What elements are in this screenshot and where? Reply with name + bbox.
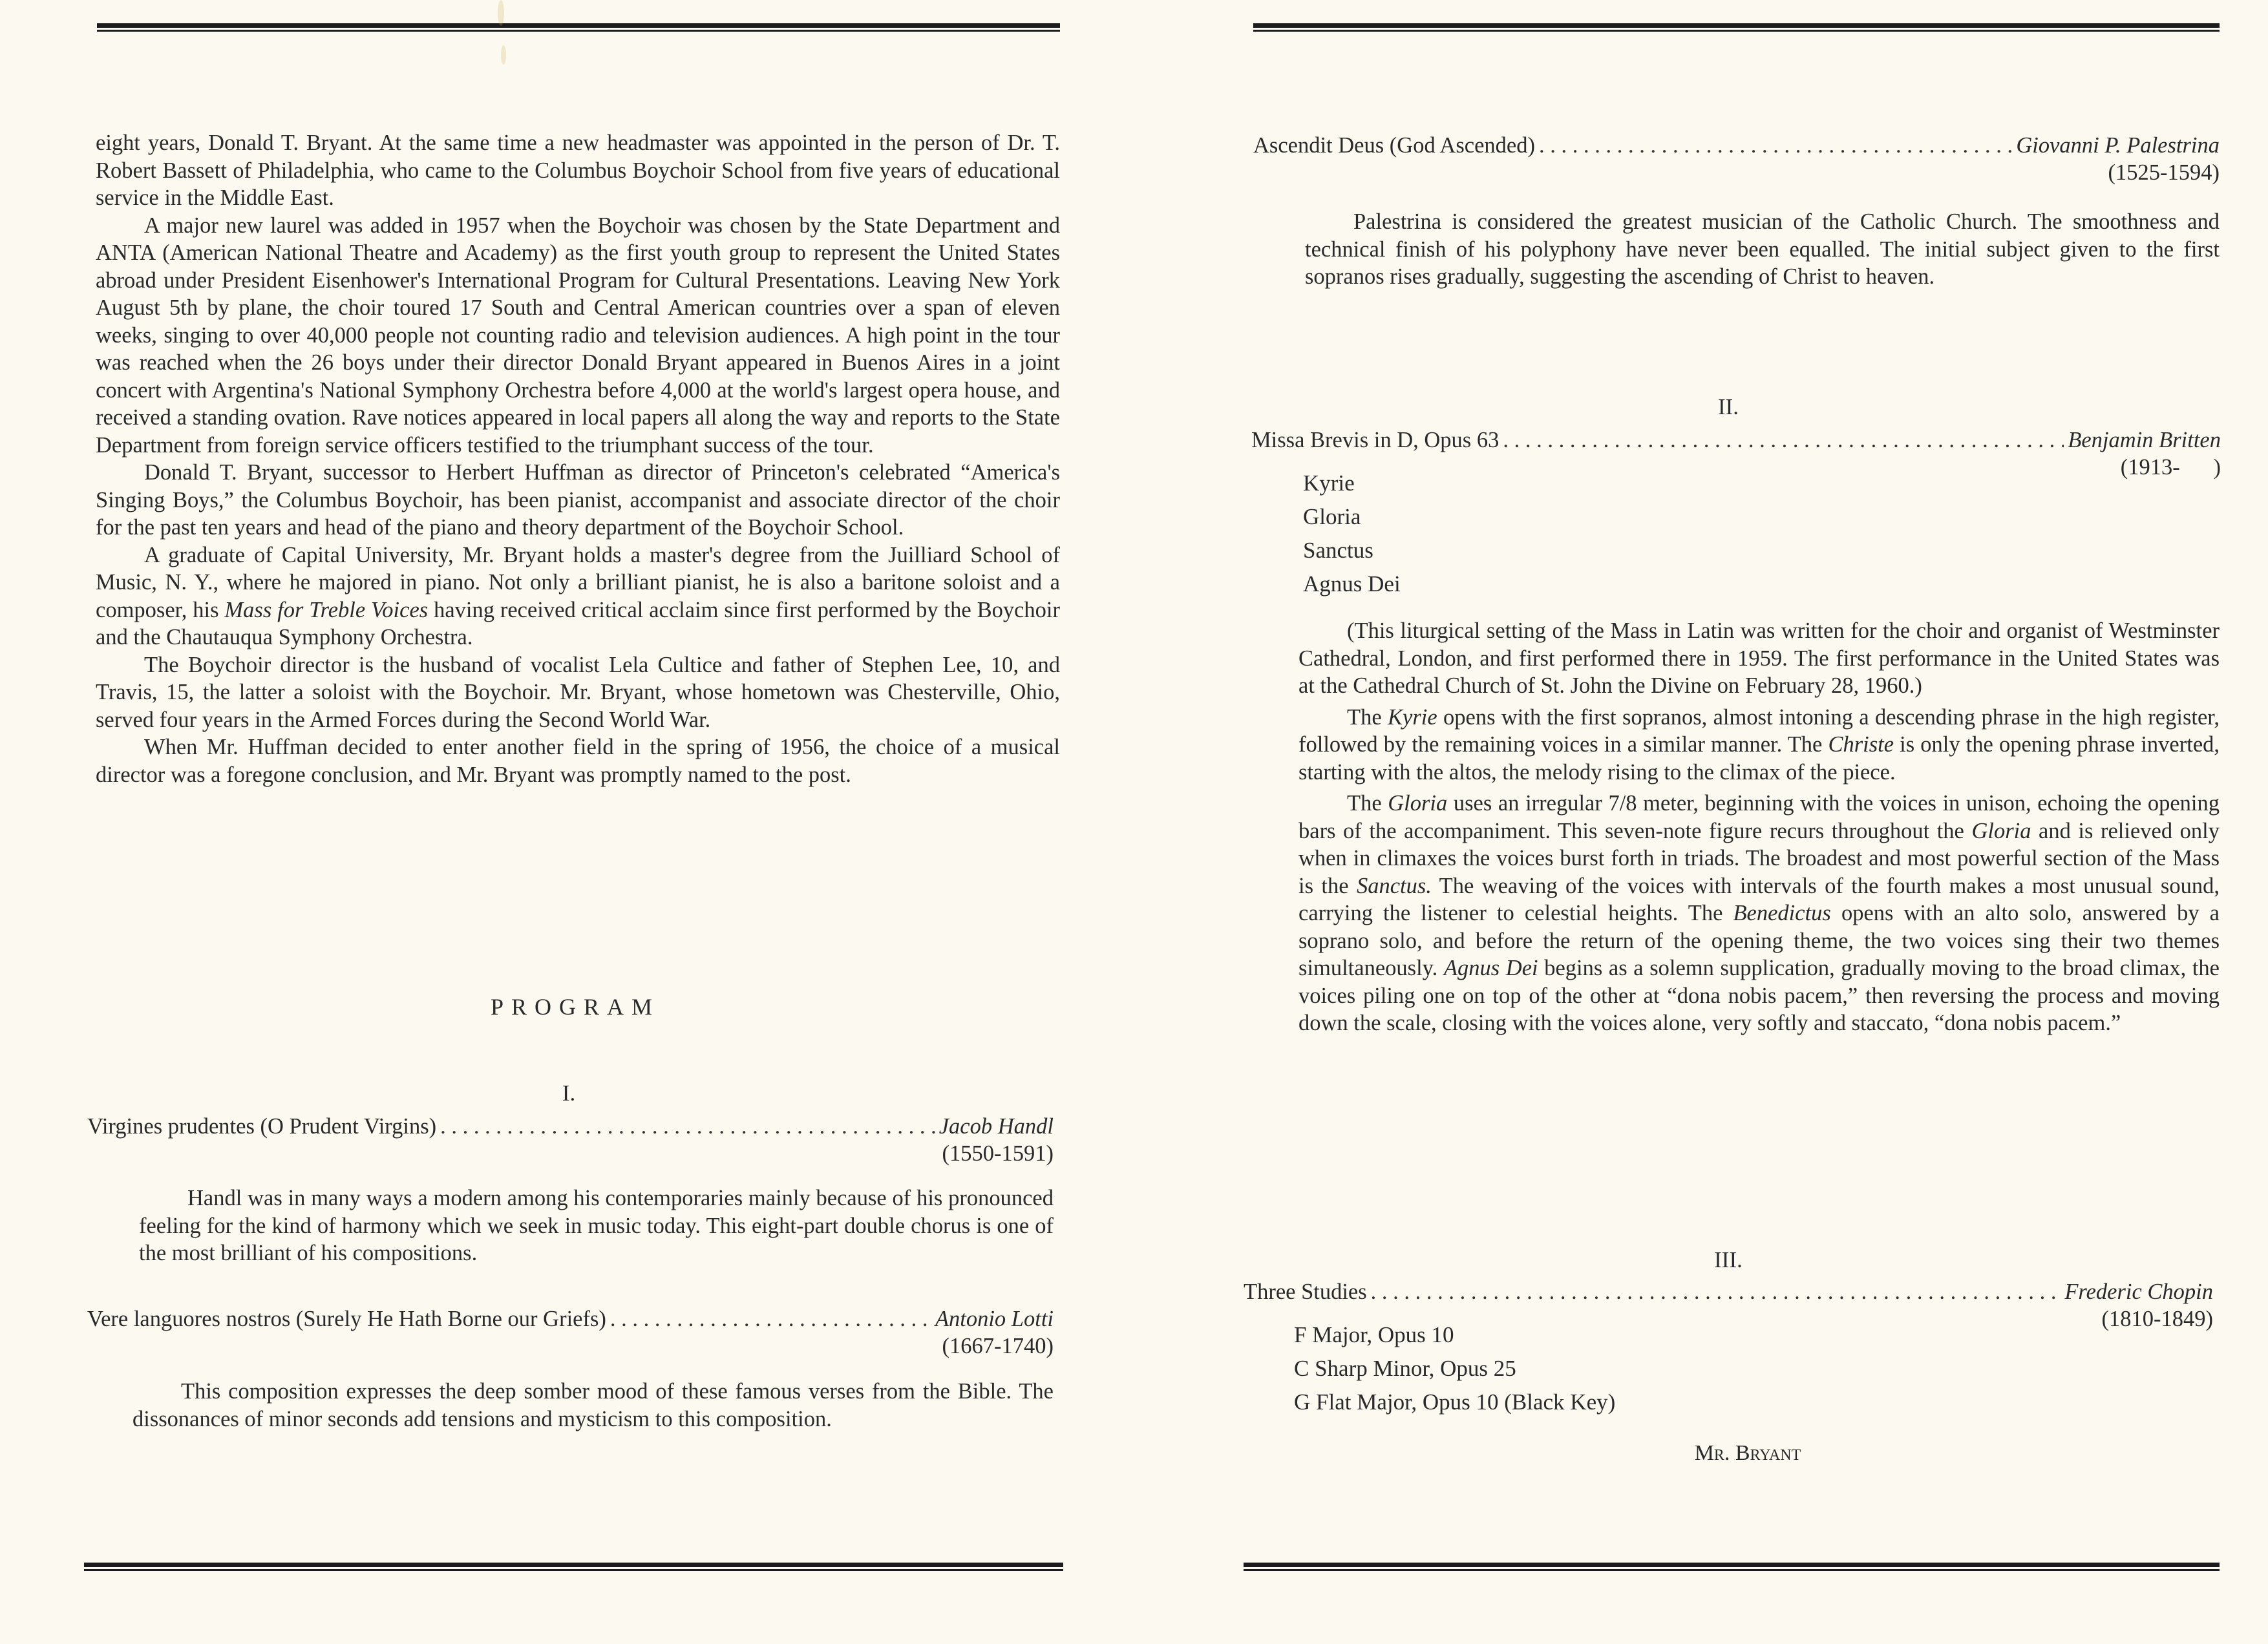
- note-text: uses an irregular 7/8 meter, beginning with the voices in unison, echoing the opening bars of the accompaniment. This seven-note figure recurs throughout the: [1298, 791, 2220, 843]
- bio-paragraph: eight years, Donald T. Bryant. At the same time a new headmaster was appointed in the person of Dr. T. Robert Bassett of Philadelphia, who came to the Columbus Boychoir School from five years of educational service in the Middle East.: [96, 131, 1060, 210]
- note-text: opens with an alto solo, answered by a soprano solo, and before the return of the opening theme, the two voices sing their two themes simultaneously.: [1298, 901, 2220, 980]
- section-number: I.: [562, 1080, 576, 1106]
- dot-leader: [440, 1113, 935, 1140]
- note-emphasis: Gloria: [1971, 818, 2031, 843]
- dot-leader: [1539, 132, 2012, 159]
- program-note: [139, 1185, 1054, 1267]
- composer-dates: (1913- ): [2120, 455, 2221, 480]
- note-text: and is relieved only when in climaxes the voices burst forth in triads. The broadest and most powerful section of the Mass is the: [1298, 818, 2220, 898]
- note-text: The weaving of the voices with intervals of the fourth makes a most unusual sound, carrying the listener to celestial heights. The: [1298, 873, 2220, 925]
- piece-title: Ascendit Deus (God Ascended): [1253, 133, 1535, 158]
- bio-text: A graduate of Capital University, Mr. Bryant holds a master's degree from the Juilliard School of Music, N. Y., where he majored in piano. Not only a brilliant pianist, he is also a baritone soloist and a composer, his: [96, 542, 1060, 622]
- section-number: III.: [1714, 1247, 1743, 1272]
- composer-name: Frederic Chopin: [2064, 1280, 2213, 1304]
- bio-paragraph: [96, 542, 1060, 651]
- note-paragraph: [1298, 704, 2220, 786]
- dot-leader: [1371, 1278, 2061, 1305]
- movement-item: Agnus Dei: [1303, 571, 1401, 596]
- movement-item: G Flat Major, Opus 10 (Black Key): [1294, 1389, 1616, 1415]
- program-entry: [87, 1305, 1054, 1360]
- composer-dates: (1525-1594): [2108, 160, 2220, 185]
- director-bio: [96, 129, 1060, 788]
- note-text: opens with the first sopranos, almost intoning a descending phrase in the high register, followed by the remaining voices in a similar manner. The: [1298, 704, 2220, 757]
- note-text: The: [1347, 791, 1388, 816]
- bio-paragraph: Donald T. Bryant, successor to Herbert Huffman as director of Princeton's celebrated “America's Singing Boys,” the Columbus Boychoir, has been pianist, accompanist and associate director of the choir for the past ten years and head of the piano and theory department of the Boychoir School.: [96, 460, 1060, 540]
- piece-title: Missa Brevis in D, Opus 63: [1251, 428, 1500, 452]
- bio-text: having received critical acclaim since first performed by the Boychoir and the Chautauqua Symphony Orchestra.: [96, 597, 1060, 649]
- note-paragraph: Handl was in many ways a modern among his contemporaries mainly because of his pronounced feeling for the kind of harmony which we seek in music today. This eight-part double chorus is one of the most brilliant of his compositions.: [139, 1186, 1054, 1265]
- bottom-rule-left: [84, 1563, 1063, 1572]
- composer-dates: (1550-1591): [942, 1141, 1054, 1166]
- note-text: begins as a solemn supplication, gradually moving to the broad climax, the voices piling one on top of the other at “dona nobis pacem,” then reversing the process and moving down the scale, closing with the voices alone, very softly and staccato, “dona nobis pacem.”: [1298, 956, 2220, 1035]
- paper-stain: [501, 45, 506, 65]
- composer-name: Jacob Handl: [938, 1114, 1054, 1139]
- program-note: [1298, 617, 2220, 1037]
- note-paragraph: (This liturgical setting of the Mass in Latin was written for the choir and organist of Westminster Cathedral, London, and first performed there in 1959. The first performance in the United States was at the Cathedral Church of St. John the Divine on February 28, 1960.): [1298, 618, 2220, 698]
- program-heading: PROGRAM: [490, 994, 661, 1020]
- bottom-rule-right: [1244, 1563, 2220, 1572]
- note-emphasis: Agnus Dei: [1443, 956, 1538, 980]
- movement-item: F Major, Opus 10: [1294, 1322, 1454, 1347]
- note-emphasis: Sanctus.: [1356, 873, 1432, 898]
- paper-stain: [498, 0, 504, 26]
- note-paragraph: This composition expresses the deep somber mood of these famous verses from the Bible. The dissonances of minor seconds add tensions and mysticism to this composition.: [132, 1379, 1054, 1431]
- movement-list: [1303, 467, 1691, 601]
- note-text: is only the opening phrase inverted, starting with the altos, the melody rising to the climax of the piece.: [1298, 732, 2220, 785]
- movement-list: [1294, 1318, 1811, 1419]
- note-emphasis: Gloria: [1388, 791, 1448, 816]
- note-emphasis: Benedictus: [1733, 901, 1831, 925]
- right-page: [1134, 0, 2268, 1644]
- note-paragraph: Palestrina is considered the greatest musician of the Catholic Church. The smoothness and technical finish of his polyphony have never been equalled. The initial subject given to the first sopranos rises gradually, suggesting the ascending of Christ to heaven.: [1305, 209, 2220, 289]
- bio-paragraph: When Mr. Huffman decided to enter another field in the spring of 1956, the choice of a musical director was a foregone conclusion, and Mr. Bryant was promptly named to the post.: [96, 735, 1060, 787]
- bio-paragraph: A major new laurel was added in 1957 when the Boychoir was chosen by the State Department and ANTA (American National Theatre and Academy) as the first youth group to represent the United States abroad under President Eisenhower's International Program for Cultural Presentations. Leaving New York August 5th by plane, the choir toured 17 South and Central American countries over a span of eleven weeks, singing to over 40,000 people not counting radio and television audiences. A high point in the tour was reached when the 26 boys under their director Donald Bryant appeared in Buenos Aires in a joint concert with Argentina's National Symphony Orchestra before 4,000 at the world's largest opera house, and received a standing ovation. Rave notices appeared in local papers all along the way and reports to the State Department from foreign service officers testified to the triumphant success of the tour.: [96, 213, 1060, 458]
- note-emphasis: Kyrie: [1388, 704, 1437, 730]
- program-entry: [87, 1113, 1054, 1167]
- program-entry: [1253, 132, 2220, 186]
- movement-item: Sanctus: [1303, 538, 1373, 563]
- mass-title: Mass for Treble Voices: [224, 597, 429, 622]
- piece-title: Three Studies: [1244, 1280, 1367, 1304]
- movement-item: Kyrie: [1303, 470, 1355, 496]
- composer-dates: (1810-1849): [2101, 1307, 2213, 1331]
- movement-item: C Sharp Minor, Opus 25: [1294, 1356, 1516, 1381]
- composer-name: Benjamin Britten: [2068, 428, 2221, 452]
- note-text: The: [1347, 704, 1388, 730]
- program-note: [132, 1378, 1054, 1433]
- composer-name: Giovanni P. Palestrina: [2016, 133, 2220, 158]
- composer-dates: (1667-1740): [942, 1334, 1054, 1358]
- section-number: II.: [1717, 394, 1739, 419]
- movement-item: Gloria: [1303, 504, 1361, 529]
- note-paragraph: [1298, 790, 2220, 1037]
- piece-title: Virgines prudentes (O Prudent Virgins): [87, 1114, 437, 1139]
- performer-credit: Mr. Bryant: [1694, 1441, 1801, 1465]
- bio-paragraph: The Boychoir director is the husband of vocalist Lela Cultice and father of Stephen Lee, 10, and Travis, 15, the latter a soloist with the Boychoir. Mr. Bryant, whose hometown was Chesterville, Ohio, served four years in the Armed Forces during the Second World War.: [96, 652, 1060, 732]
- piece-title: Vere languores nostros (Surely He Hath Borne our Griefs): [87, 1307, 606, 1331]
- composer-name: Antonio Lotti: [935, 1307, 1054, 1331]
- dot-leader: [610, 1305, 931, 1333]
- note-emphasis: Christe: [1828, 732, 1894, 757]
- top-rule-left: [97, 23, 1060, 32]
- dot-leader: [1503, 427, 2064, 454]
- top-rule-right: [1253, 23, 2220, 32]
- program-note: [1305, 208, 2220, 291]
